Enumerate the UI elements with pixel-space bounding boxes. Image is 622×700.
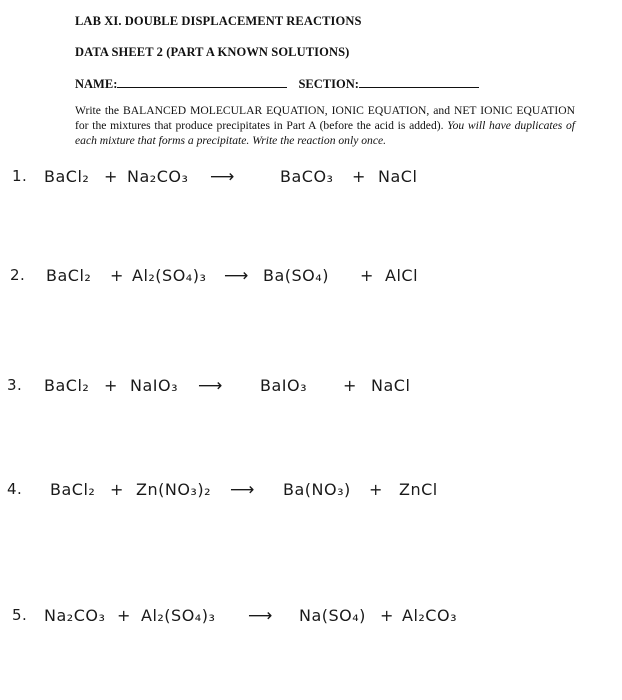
reactant-2: NaIO₃ [130,376,178,395]
product-1: BaCO₃ [280,167,334,186]
product-1: BaIO₃ [260,376,308,395]
section-blank[interactable] [359,75,479,88]
equation-4 [0,480,622,520]
product-2: ZnCl [399,480,438,499]
plus-sign: + [369,480,383,499]
equation-3 [0,376,622,416]
instructions-italic: You will have duplicates of each mixture that forms a precipitate. Write the reaction only once. [75,119,575,147]
reaction-arrow: ⟶ [198,376,223,396]
instructions [75,103,575,148]
product-1: Ba(SO₄) [263,266,329,285]
plus-sign: + [117,606,131,625]
plus-sign: + [352,167,366,186]
reaction-arrow: ⟶ [224,266,249,286]
reactant-2: Na₂CO₃ [127,167,189,186]
plus-sign: + [104,167,118,186]
equation-1 [0,167,622,207]
product-2: Al₂CO₃ [402,606,457,625]
page-title: LAB XI. DOUBLE DISPLACEMENT REACTIONS [75,14,362,28]
reaction-arrow: ⟶ [248,606,273,626]
reactant-1: Na₂CO₃ [44,606,106,625]
name-label: NAME: [75,77,118,91]
product-1: Na(SO₄) [299,606,366,625]
name-section-fields [75,75,495,92]
reactant-1: BaCl₂ [50,480,96,499]
reactant-1: BaCl₂ [46,266,92,285]
product-2: AlCl [385,266,419,285]
equation-5 [0,606,622,646]
plus-sign: + [360,266,374,285]
equation-number: 1. [12,167,28,185]
section-label: SECTION: [298,77,359,91]
instructions-main: Write the BALANCED MOLECULAR EQUATION, IONIC EQUATION, and NET IONIC EQUATION for the mixtures that produce precipitates in Part A (before the acid is added). [75,104,575,132]
plus-sign: + [104,376,118,395]
equation-number: 4. [7,480,23,498]
reactant-2: Al₂(SO₄)₃ [132,266,207,285]
plus-sign: + [343,376,357,395]
product-2: NaCl [378,167,418,186]
reactant-1: BaCl₂ [44,167,90,186]
product-1: Ba(NO₃) [283,480,351,499]
page-subtitle: DATA SHEET 2 (PART A KNOWN SOLUTIONS) [75,45,350,59]
equation-number: 3. [7,376,23,394]
product-2: NaCl [371,376,411,395]
reactant-2: Al₂(SO₄)₃ [141,606,216,625]
equation-number: 5. [12,606,28,624]
plus-sign: + [110,480,124,499]
equation-2 [0,266,622,306]
plus-sign: + [110,266,124,285]
equation-number: 2. [10,266,26,284]
reactant-2: Zn(NO₃)₂ [136,480,211,499]
reaction-arrow: ⟶ [230,480,255,500]
plus-sign: + [380,606,394,625]
name-blank[interactable] [117,75,287,88]
reactant-1: BaCl₂ [44,376,90,395]
reaction-arrow: ⟶ [210,167,235,187]
